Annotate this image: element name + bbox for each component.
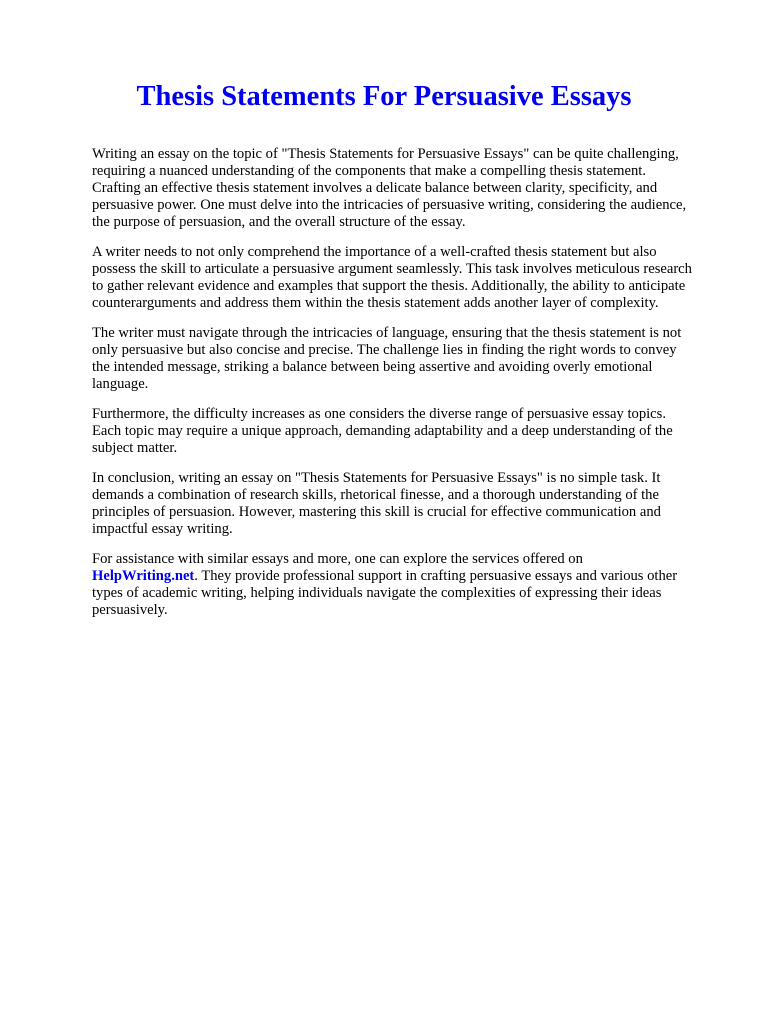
document-title: Thesis Statements For Persuasive Essays: [136, 81, 632, 112]
paragraph-6: [92, 551, 742, 619]
document-body: [92, 146, 742, 632]
paragraph-6-intro: For assistance with similar essays and more, one can explore the services offered on: [92, 551, 583, 567]
paragraph-1: Writing an essay on the topic of "Thesis Statements for Persuasive Essays" can be quite challenging, requiring a nuanced understanding of the components that make a compelling thesis statement. Crafting an effective thesis statement involves a delicate balance between clarity, specificity, and persuasive power. One must delve into the intricacies of persuasive writing, considering the audience, the purpose of persuasion, and the overall structure of the essay.: [92, 146, 687, 230]
paragraph-2: A writer needs to not only comprehend the importance of a well-crafted thesis statement but also possess the skill to articulate a persuasive argument seamlessly. This task involves meticulous research to gather relevant evidence and examples that support the thesis. Additionally, the ability to anticipate counterarguments and address them within the thesis statement adds another layer of complexity.: [92, 244, 692, 311]
paragraph-5: In conclusion, writing an essay on "Thesis Statements for Persuasive Essays" is no simple task. It demands a combination of research skills, rhetorical finesse, and a thorough understanding of the principles of persuasion. However, mastering this skill is crucial for effective communication and impactful essay writing.: [92, 470, 661, 537]
paragraph-6-rest: . They provide professional support in crafting persuasive essays and various other types of academic writing, helping individuals navigate the complexities of expressing their ideas persuasively.: [92, 568, 678, 618]
paragraph-4: Furthermore, the difficulty increases as one considers the diverse range of persuasive essay topics. Each topic may require a unique approach, demanding adaptability and a deep understanding of the subject matter.: [92, 406, 673, 456]
helpwriting-link[interactable]: HelpWriting.net: [92, 568, 195, 584]
paragraph-3: The writer must navigate through the intricacies of language, ensuring that the thesis statement is not only persuasive but also concise and precise. The challenge lies in finding the right words to convey the intended message, striking a balance between being assertive and avoiding overly emotional language.: [92, 325, 682, 392]
